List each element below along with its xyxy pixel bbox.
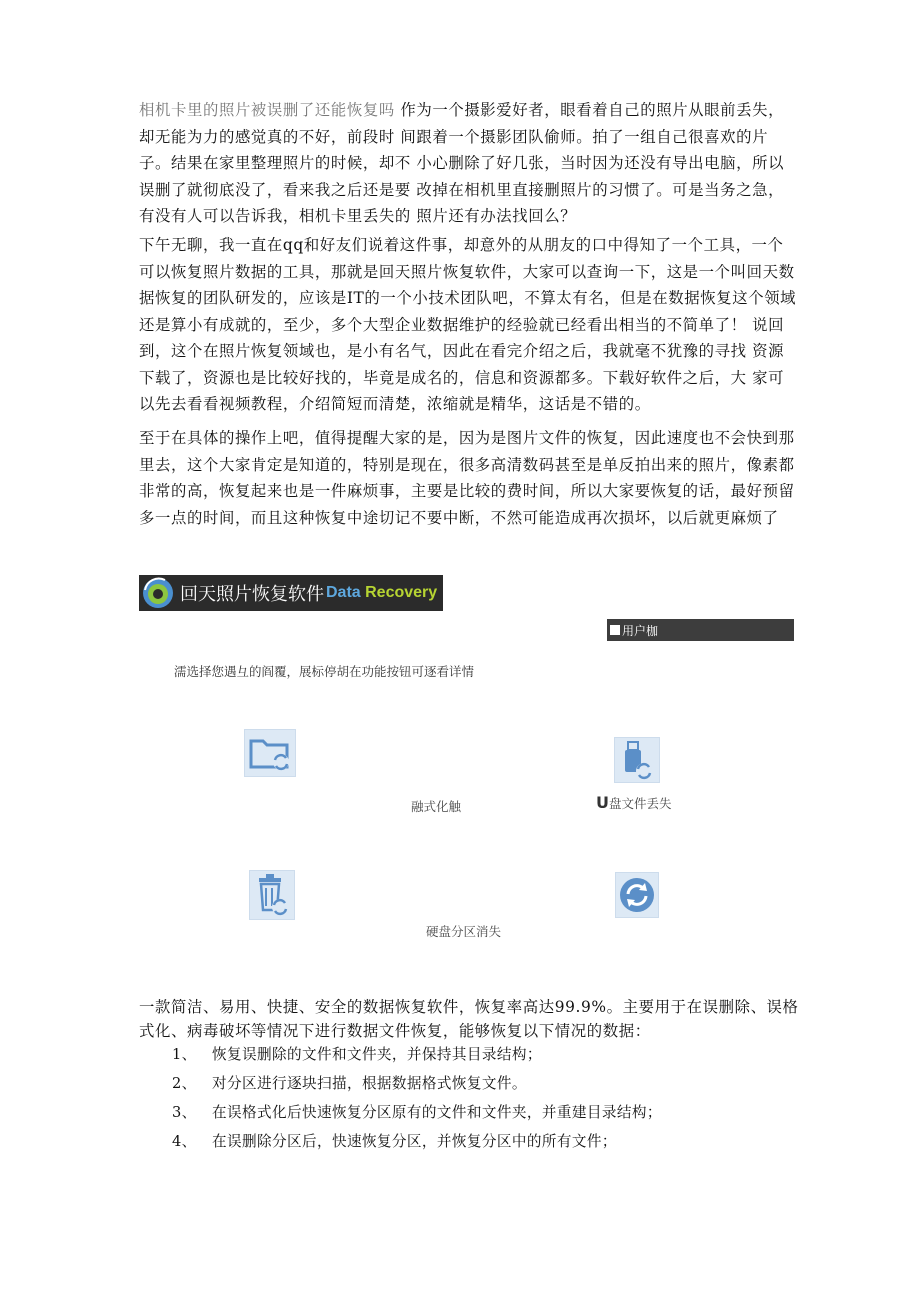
- usb-recovery-label: [596, 793, 672, 812]
- usb-label-prefix: U: [596, 793, 609, 812]
- paragraph-3: 至于在具体的操作上吧，值得提醒大家的是，因为是图片文件的恢复，因此速度也不会快到那里去，这个大家肯定是知道的，特别是现在，很多高清数码甚至是单反拍出来的照片，像素都非常的高，恢复起来也是一件麻烦事，主要是比较的费时间，所以大家要恢复的话，最好预留多一点的时间，而且这种恢复中途切记不要中断，不然可能造成再次损坏，以后就更麻烦了: [139, 429, 795, 527]
- folder-refresh-icon: [248, 733, 292, 773]
- list-item: [172, 1044, 662, 1073]
- logo-icon: [141, 576, 175, 610]
- list-text: 在误删除分区后，快速恢复分区，并恢复分区中的所有文件；: [212, 1133, 617, 1150]
- paragraph-4: 一款简洁、易用、快捷、安全的数据恢复软件，恢复率高达99.9%。主要用于在误删除、误格式化、病毒破坏等情况下进行数据文件恢复，能够恢复以下情况的数据：: [139, 998, 799, 1040]
- paragraph-2: 下午无聊，我一直在qq和好友们说着这件事，却意外的从朋友的口中得知了一个工具，一个可以恢复照片数据的工具，那就是回天照片恢复软件，大家可以查询一下，这是一个叫回天数据恢复的团队研发的，应该是IT的一个小技术团队吧，不算太有名，但是在数据恢复这个领域还是算小有成就的，至少，多个大型企业数据维护的经验就已经看出相当的不简单了！ 说回到，这个在照片恢复领域也，是小有名气，因此在看完介绍之后，我就毫不犹豫的寻找 资源下载了，资源也是比较好找的，毕竟是成名的，信息和资源都多。下载好软件之后，大 家可以先去看看视频教程，介绍简短而清楚，浓缩就是精华，这话是不错的。: [139, 236, 797, 413]
- list-number: 2、: [172, 1075, 197, 1092]
- intro-paragraph: [139, 97, 799, 230]
- usb-drive-icon: [619, 739, 655, 781]
- list-text: 对分区进行逐块扫描，根据数据格式恢复文件。: [212, 1075, 527, 1092]
- feature-list: [172, 1044, 662, 1160]
- format-recovery-label: 融式化触: [411, 799, 462, 814]
- partition-recovery-button[interactable]: [615, 872, 659, 918]
- subtitle-blue: Data: [326, 584, 366, 601]
- user-label: 用户枷: [622, 623, 659, 638]
- intro-body: 作为一个摄影爱好者，眼看着自己的照片从眼前丢失，却无能为力的感觉真的不好，前段时 间跟着一个摄影团队偷师。拍了一组自己很喜欢的片子。结果在家里整理照片的时候，却不 小心删除了好几张，当时因为还没有导出电脑，所以误删了就彻底没了，看来我之后还是要 改掉在相机里直接删照片的习惯了。可是当务之急，有没有人可以告诉我，相机卡里丢失的 照片还有办法找回么？: [139, 101, 785, 225]
- refresh-icon: [618, 876, 656, 914]
- article-title: 相机卡里的照片被误删了还能恢复吗: [139, 101, 395, 119]
- software-banner: [139, 575, 443, 611]
- software-title: 回天照片恢复软件: [180, 584, 324, 605]
- selection-hint: 濡选择您遇彑的阎覆，展标停胡在功能按钮可逐看详情: [174, 664, 475, 679]
- trash-recovery-button[interactable]: [249, 870, 295, 920]
- list-item: [172, 1131, 662, 1160]
- delete-recovery-button[interactable]: [244, 729, 296, 777]
- list-text: 在误格式化后快速恢复分区原有的文件和文件夹，并重建目录结构；: [212, 1104, 662, 1121]
- trash-refresh-icon: [254, 873, 290, 917]
- software-subtitle: [326, 584, 437, 602]
- user-square-icon: [610, 625, 620, 635]
- list-text: 恢复误删除的文件和文件夹，并保持其目录结构；: [212, 1046, 542, 1063]
- subtitle-green: Recovery: [365, 584, 438, 601]
- usb-label-rest: 盘文件丢失: [609, 796, 672, 811]
- list-item: [172, 1102, 662, 1131]
- list-number: 4、: [172, 1133, 197, 1150]
- user-bar[interactable]: [607, 619, 794, 641]
- partition-recovery-label: 硬盘分区消失: [426, 924, 502, 939]
- usb-recovery-button[interactable]: [614, 737, 660, 783]
- list-number: 3、: [172, 1104, 197, 1121]
- list-item: [172, 1073, 662, 1102]
- list-number: 1、: [172, 1046, 197, 1063]
